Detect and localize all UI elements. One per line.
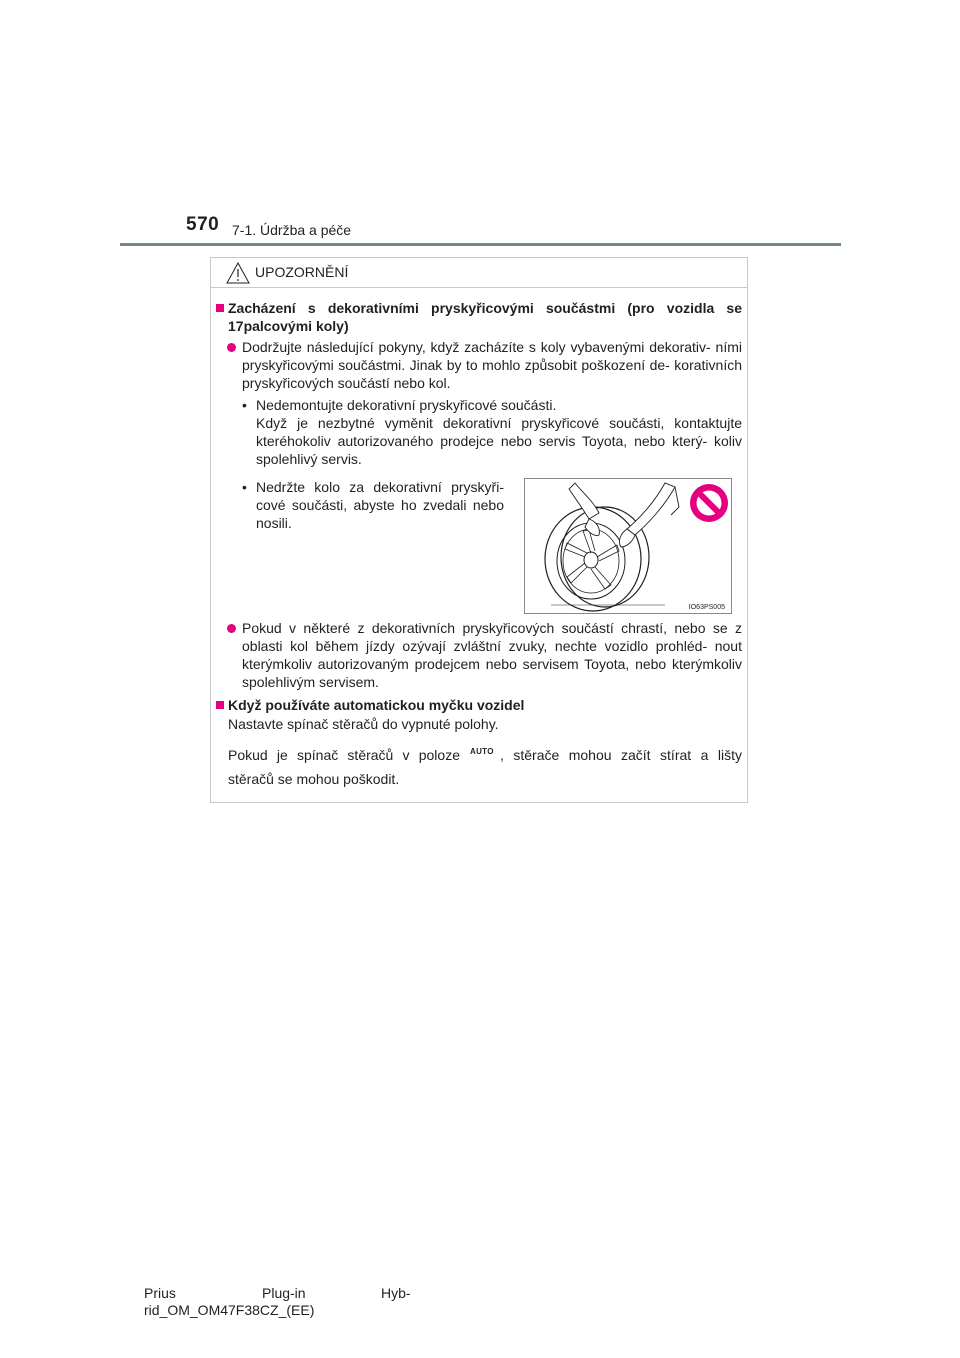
wheel-hands-illustration [525, 479, 731, 613]
topic2-line3: stěračů se mohou poškodit. [228, 771, 400, 787]
list-bullet: • [242, 397, 247, 413]
point-bullet [227, 343, 236, 352]
topic1-heading-line2: 17palcovými koly) [228, 318, 349, 334]
warning-title: UPOZORNĚNÍ [255, 264, 349, 280]
warning-triangle-icon [226, 262, 250, 284]
footer-hyb: Hyb- [381, 1285, 411, 1301]
figure-code: IO63PS005 [688, 604, 725, 611]
topic-square-marker [216, 701, 224, 709]
topic1-heading-line1: Zacházení s dekorativními pryskyřicovými součástmi (pro vozidla se [228, 300, 742, 316]
topic1-bullet1-extra: Když je nezbytné vyměnit dekorativní pryskyřicové součásti, kontaktujte kteréhokoliv autorizovaného prodejce nebo servis Toyota, nebo který- koliv spolehlivý servis. [256, 415, 742, 467]
section-title: 7-1. Údržba a péče [232, 222, 352, 238]
figure-wheel-illustration [524, 478, 732, 614]
topic1-bullet2: Nedržte kolo za dekorativní pryskyři- cové součásti, abyste ho zvedali nebo nosili. [256, 479, 504, 531]
header-rule [120, 243, 841, 246]
page-number: 570 [186, 214, 220, 235]
topic2-line2-before: Pokud je spínač stěračů v poloze [228, 747, 460, 763]
footer-plugin: Plug-in [262, 1285, 306, 1301]
topic1-point1: Dodržujte následující pokyny, když zacházíte s koly vybavenými dekorativ- ními pryskyřicovými součástmi. Jinak by to mohlo způsobit poškození de- korativních pryskyřicových součástí nebo kol. [242, 339, 742, 391]
topic2-heading: Když používáte automatickou myčku vozidel [228, 697, 525, 713]
topic2-line2-after: , stěrače mohou začít stírat a lišty [500, 747, 742, 763]
list-bullet: • [242, 479, 247, 495]
footer-manual-code: rid_OM_OM47F38CZ_(EE) [144, 1302, 315, 1318]
topic2-line1: Nastavte spínač stěračů do vypnuté polohy. [228, 716, 499, 732]
auto-wiper-symbol: AUTO [470, 747, 494, 756]
footer-prius: Prius [144, 1285, 176, 1301]
topic1-point2: Pokud v některé z dekorativních pryskyřicových součástí chrastí, nebo se z oblasti kol během jízdy ozývají zvláštní zvuky, nechte vozidlo prohléd- nout kterýmkoliv autorizovaným prodejcem nebo servisem Toyota, nebo kterýmkoliv spolehlivým servisem. [242, 620, 742, 690]
topic1-bullet1: Nedemontujte dekorativní pryskyřicové součásti. [256, 397, 557, 413]
topic-square-marker [216, 304, 224, 312]
point-bullet [227, 624, 236, 633]
